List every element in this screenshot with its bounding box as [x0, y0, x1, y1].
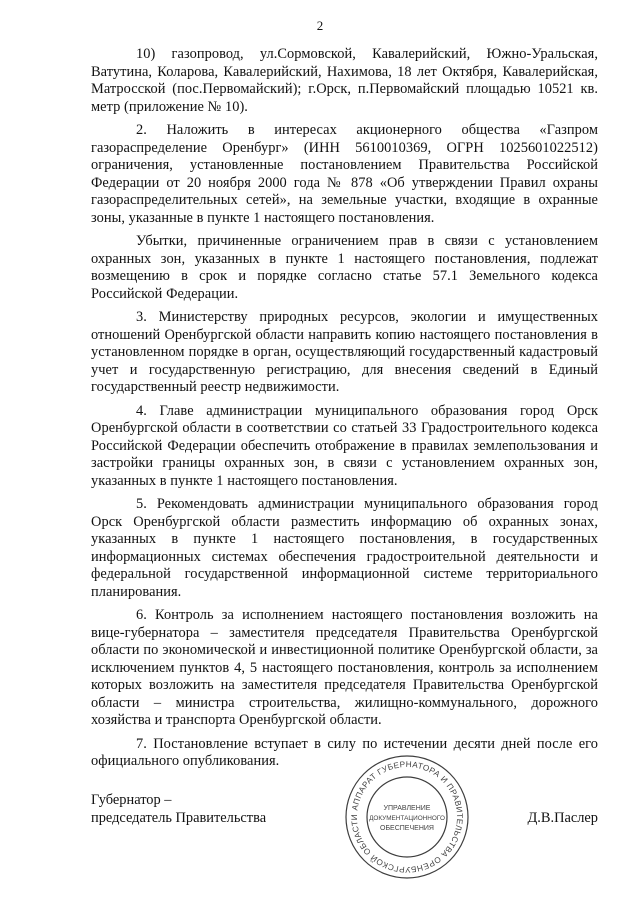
official-seal-stamp	[342, 752, 472, 882]
paragraph-clause-7: 7. Постановление вступает в силу по истечении десяти дней после его официального опубликования.	[91, 735, 598, 769]
signatory-title	[91, 792, 266, 827]
paragraph-clause-4: 4. Главе администрации муниципального образования город Орск Оренбургской области в соответствии со статьей 33 Градостроительного кодекса Российской Федерации обеспечить отображение в правилах землепользования и застройки границы охранных зон, в связи с установлением охранных зон, указанных в пункте 1 настоящего постановления.	[91, 402, 598, 489]
signatory-title-line1: Губернатор –	[91, 792, 172, 808]
stamp-ring-text: АППАРАТ ГУБЕРНАТОРА И ПРАВИТЕЛЬСТВА ОРЕНБУРГСКОЙ ОБЛАСТИ	[349, 759, 465, 875]
signatory-title-line2: председатель Правительства	[91, 809, 267, 826]
paragraph-item-10: 10) газопровод, ул.Сормовской, Кавалерийский, Южно-Уральская, Ватутина, Коларова, Кавалерийский, Нахимова, 18 лет Октября, Кавалерийская, Матросской (пос.Первомайский); г.Орск, п.Первомайский площадью 10521 кв. метр (приложение № 10).	[91, 46, 598, 115]
document-body	[91, 46, 598, 777]
paragraph-clause-2: 2. Наложить в интересах акционерного общества «Газпром газораспределение Оренбург» (ИНН 5610010369, ОГРН 1025601022512) ограничения, установленные постановлением Правительства Российской Федерации от 20 ноября 2000 года № 878 «Об утверждении Правил охраны газораспределительных сетей», на земельные участки, входящие в охранные зоны, указанные в пункте 1 настоящего постановления.	[91, 122, 598, 226]
paragraph-losses: Убытки, причиненные ограничением прав в связи с установлением охранных зон, указанных в пункте 1 настоящего постановления, подлежат возмещению в срок и порядке согласно статье 57.1 Земельного кодекса Российской Федерации.	[91, 233, 598, 302]
stamp-center-line3: ОБЕСПЕЧЕНИЯ	[380, 825, 434, 832]
stamp-center-line1: УПРАВЛЕНИЕ	[383, 805, 431, 812]
page-number: 2	[316, 18, 324, 33]
stamp-center-line2: ДОКУМЕНТАЦИОННОГО	[369, 815, 445, 822]
paragraph-clause-5: 5. Рекомендовать администрации муниципального образования город Орск Оренбургской области разместить информацию об охранных зонах, указанных в пункте 1 настоящего постановления, в государственных информационных системах обеспечения градостроительной деятельности и федеральной государственной информационной системе территориального планирования.	[91, 496, 598, 600]
paragraph-clause-3: 3. Министерству природных ресурсов, экологии и имущественных отношений Оренбургской области направить копию настоящего постановления в установленном порядке в орган, осуществляющий государственный кадастровый учет и государственную регистрацию, для внесения сведений в Единый государственный реестр недвижимости.	[91, 309, 598, 395]
paragraph-clause-6: 6. Контроль за исполнением настоящего постановления возложить на вице-губернатора – заместителя председателя Правительства Оренбургской области по экономической и инвестиционной политике Оренбургской области, за исключением пунктов 4, 5 настоящего постановления, контроль за исполнением которых возложить на заместителя председателя Правительства Оренбургской области – министра строительства, жилищно-коммунального, дорожного хозяйства и транспорта Оренбургской области.	[91, 607, 598, 728]
signatory-name: Д.В.Паслер	[527, 810, 598, 826]
